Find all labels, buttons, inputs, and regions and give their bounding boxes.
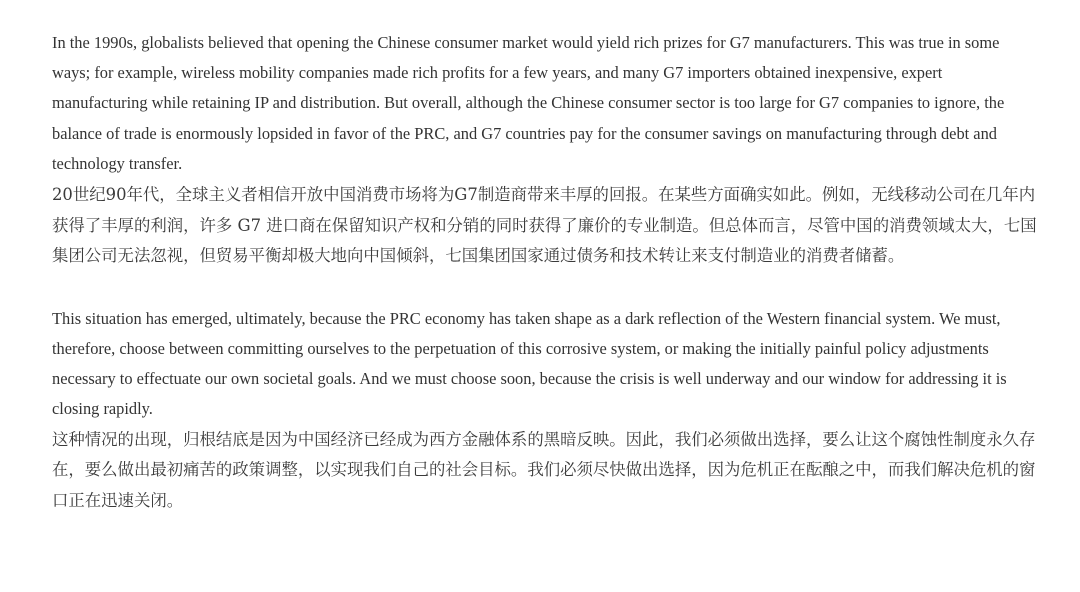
paragraph-block-2 — [52, 304, 1037, 517]
article-body — [52, 28, 1037, 516]
chinese-paragraph-1: 20世纪90年代，全球主义者相信开放中国消费市场将为G7制造商带来丰厚的回报。在某些方面确实如此。例如，无线移动公司在几年内获得了丰厚的利润，许多 G7 进口商在保留知识产权和分销的同时获得了廉价的专业制造。但总体而言，尽管中国的消费领域太大，七国集团公司无法忽视，但贸易平衡却极大地向中国倾斜，七国集团国家通过债务和技术转让来支付制造业的消费者储蓄。 — [52, 185, 1037, 266]
paragraph-block-1 — [52, 28, 1037, 272]
chinese-paragraph-2: 这种情况的出现，归根结底是因为中国经济已经成为西方金融体系的黑暗反映。因此，我们必须做出选择，要么让这个腐蚀性制度永久存在，要么做出最初痛苦的政策调整，以实现我们自己的社会目标。我们必须尽快做出选择，因为危机正在酝酿之中，而我们解决危机的窗口正在迅速关闭。 — [52, 429, 1036, 510]
english-paragraph-1: In the 1990s, globalists believed that opening the Chinese consumer market would yield rich prizes for G7 manufacturers. This was true in some ways; for example, wireless mobility companies made rich profits for a few years, and many G7 importers obtained inexpensive, expert manufacturing while retaining IP and distribution. But overall, although the Chinese consumer sector is too large for G7 companies to ignore, the balance of trade is enormously lopsided in favor of the PRC, and G7 countries pay for the consumer savings on manufacturing through debt and technology transfer. — [52, 33, 1005, 173]
english-paragraph-2: This situation has emerged, ultimately, because the PRC economy has taken shape as a dark reflection of the Western financial system. We must, therefore, choose between committing ourselves to the perpetuation of this corrosive system, or making the initially painful policy adjustments necessary to effectuate our own societal goals. And we must choose soon, because the crisis is well underway and our window for addressing it is closing rapidly. — [52, 308, 1007, 419]
